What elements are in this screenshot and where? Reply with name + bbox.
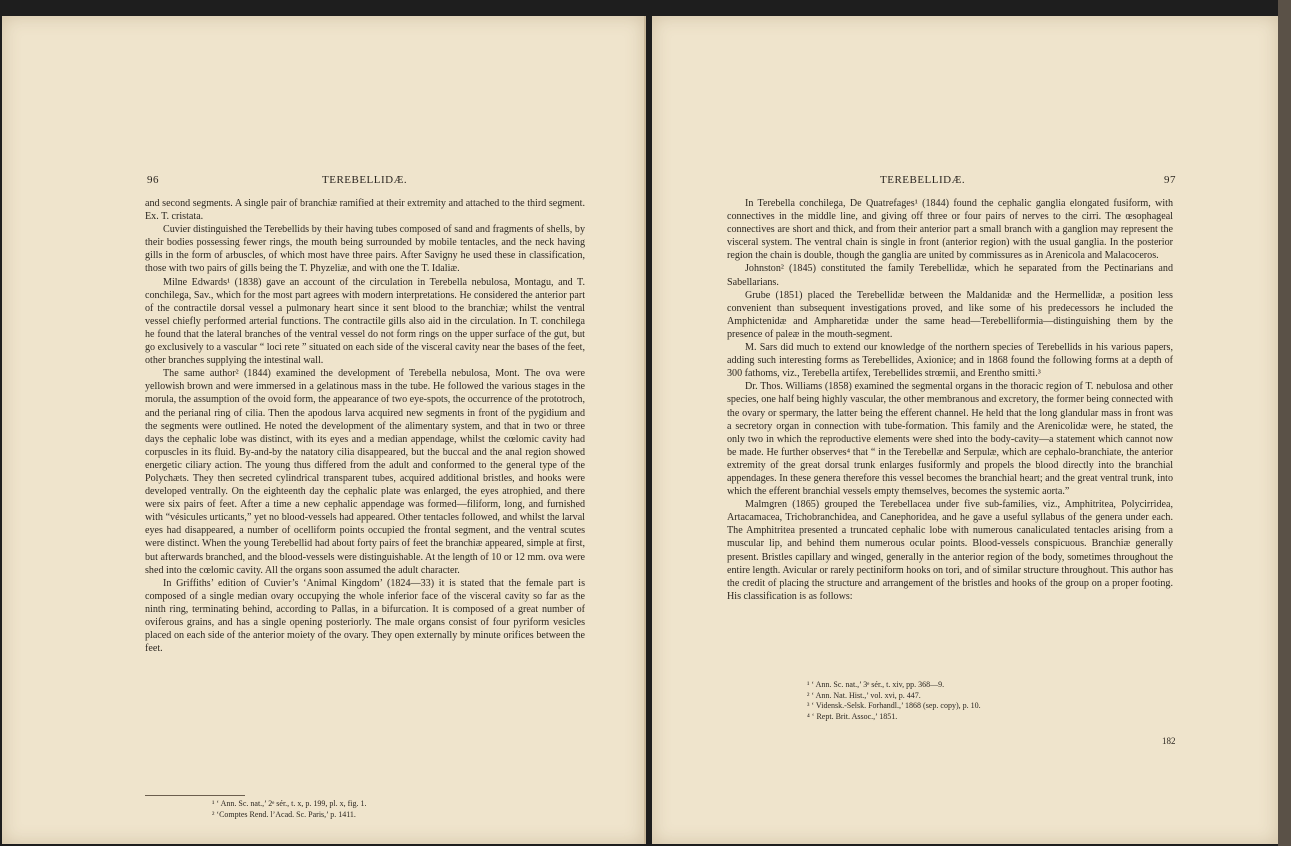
footnote: ³ ‘ Vidensk.-Selsk. Forhandl.,’ 1868 (sep. copy), p. 10. — [807, 701, 981, 710]
paragraph: Dr. Thos. Williams (1858) examined the segmental organs in the thoracic region of T. nebulosa and other species, one half being highly vascular, the other membranous and excretory, the former being connected with the ovary or spermary, the latter being the efferent channel. He held that the long glandular mass in front was a secretory organ in connection with tube-formation. This family and the Arenicolidæ were, he stated, the only two in which the reproductive elements were shed into the body-cavity—a statement which cannot now be made. He further observes⁴ that “ in the Terebellæ and Serpulæ, which are cephalo-branchiate, the anterior extremity of the great dorsal trunk enlarges fusiformly and propels the blood directly into the branchial appendages. In these genera therefore this vessel becomes the branchial heart; and the great ventral trunk, into which the efferent branchial vessels empty themselves, becomes the systemic aorta.” — [727, 381, 1173, 498]
footnote: ¹ ‘ Ann. Sc. nat.,’ 2ᵉ sér., t. x, p. 199, pl. x, fig. 1. — [212, 799, 367, 808]
signature-mark: 182 — [1162, 736, 1176, 746]
paragraph: In Terebella conchilega, De Quatrefages¹ (1844) found the cephalic ganglia elongated fusiform, with connectives in the middle line, and giving off three or four pairs of nerves to the cirri. The œsophageal connectives are short and thick, and from their anterior part a small branch with a ganglion may represent the visceral system. The ventral chain is single in front (anterior region) with the usual ganglia. In the posterior region the chain is double, though the ganglia are united by commissures as in Arenicola and Malacoceros. — [727, 198, 1173, 262]
left-page — [2, 16, 646, 844]
footnote: ² ‘Comptes Rend. l’Acad. Sc. Paris,’ p. 1411. — [212, 809, 356, 819]
right-running-head: TEREBELLIDÆ. — [880, 174, 966, 186]
paragraph: The same author² (1844) examined the development of Terebella nebulosa, Mont. The ova were yellowish brown and were immersed in a gelatinous mass in the tube. He followed the various stages in the morula, the assumption of the ovoid form, the appearance of two eye-spots, the occurrence of the prototroch, and the perianal ring of cilia. Then the apodous larva acquired new segments in front of the pygidium and the segments were outlined. He noted the development of the alimentary system, and that in two or three days the cephalic lobe was distinct, with its eyes and a median appendage, whilst the cœlomic cavity had corpuscles in its fluid. By-and-by the natatory cilia disappeared, but the buccal and the anal region showed energetic ciliary action. The young thus differed from the adult and conformed to the general type of the Polychæts. They then secreted cylindrical transparent tubes, acquired additional bristles, and hooks were developed ventrally. On the eighteenth day the cephalic plate was enlarged, the eyes atrophied, and there were six pairs of feet. After a time a new cephalic appendage was formed—filiform, long, and furnished with “vésicules urticants,” yet no blood-vessels had appeared. Other tentacles followed, and whilst the larval eyes had disappeared, a number of ocelliform points occupied the frontal segment, and the ventral scutes were distinct. When the young Terebellid had about forty pairs of feet the branchiæ appeared, simple at first, but afterwards branched, and the blood-vessels were distinguishable. At the length of 10 or 12 mm. ova were shed into the cœlomic cavity. All the organs soon assumed the adult character. — [145, 368, 585, 576]
footnote: ¹ ‘ Ann. Sc. nat.,’ 3ᵉ sér., t. xiv, pp. 368—9. — [807, 680, 945, 689]
left-page-number: 96 — [147, 174, 159, 186]
right-page — [652, 16, 1278, 844]
paragraph: Malmgren (1865) grouped the Terebellacea under five sub-families, viz., Amphitritea, Polycirridea, Artacamacea, Trichobranchidea, and Canephoridea, and he gave a useful syllabus of the genera under each. The Amphitritea presented a truncated cephalic lobe with numerous canaliculated tentacles arising from a muscular lip, and behind them numerous ocular points. Blood-vessels conspicuous. Branchiæ generally present. Bristles capillary and winged, generally in the anterior region of the body, sometimes throughout the entire length. Avicular or rarely pectiniform hooks on tori, and of similar structure throughout. This author has the credit of placing the structure and arrangement of the bristles and hooks of the group on a proper footing. His classification is as follows: — [727, 499, 1173, 602]
left-body-text — [145, 197, 585, 655]
paragraph: In Griffiths’ edition of Cuvier’s ‘Animal Kingdom’ (1824—33) it is stated that the female part is composed of a single median ovary occupying the whole inferior face of the visceral cavity so far as the ninth ring, terminating behind, according to Pallas, in a bifurcation. It is composed of a great number of oviferous grains, and has a single opening posteriorly. The male organs consist of four pyriform vesicles placed on each side of the anterior moiety of the ovary. They open externally by minute orifices between the feet. — [145, 577, 585, 655]
left-running-head: TEREBELLIDÆ. — [322, 174, 408, 186]
right-body-text — [727, 197, 1173, 603]
right-page-number: 97 — [1164, 174, 1176, 186]
paragraph: Johnston² (1845) constituted the family Terebellidæ, which he separated from the Pectinarians and Sabellarians. — [727, 263, 1173, 288]
paragraph: Milne Edwards¹ (1838) gave an account of the circulation in Terebella nebulosa, Montagu, and T. conchilega, Sav., which for the most part agrees with modern interpretations. He considered the anterior part of the contractile dorsal vessel a pulmonary heart since it sent blood to the branchiæ; whilst the ventral vessel chiefly performed arterial functions. The contractile gills also aid in the circulation. In T. conchilega he found that the lateral branches of the ventral vessel do not form rings on the upper surface of the gut, but go exclusively to a vascular “ loci rete ” situated on each side of the visceral cavity near the bases of the feet, other branches supplying the intestinal wall. — [145, 276, 585, 367]
paragraph: Grube (1851) placed the Terebellidæ between the Maldanidæ and the Hermellidæ, a position less convenient than subsequent investigations proved, and like some of his predecessors he included the Amphictenidæ and Ampharetidæ under the same head—Terebelliformia—distinguishing them by the presence of paleæ in the mouth-segment. — [727, 289, 1173, 340]
right-footnotes — [807, 680, 981, 722]
left-footnotes — [212, 799, 367, 820]
book-cover-edge — [1278, 0, 1291, 846]
paragraph: M. Sars did much to extend our knowledge of the northern species of Terebellids in his various papers, adding such interesting forms as Terebellides, Axionice; and in 1868 found the following forms at a depth of 300 fathoms, viz., Terebella artifex, Terebellides strœmii, and Erentho smitti.³ — [727, 342, 1173, 380]
paragraph: and second segments. A single pair of branchiæ ramified at their extremity and attached to the third segment. Ex. T. cristata. — [145, 198, 585, 223]
footnote: ² ‘ Ann. Nat. Hist.,’ vol. xvi, p. 447. — [807, 690, 921, 700]
paragraph: Cuvier distinguished the Terebellids by their having tubes composed of sand and fragments of shells, by their bodies possessing fewer rings, the mouth being surrounded by mobile tentacles, and the neck having gills in the form of arbuscles, of which most have three pairs. After Savigny he used these in classification, those with two pairs of gills being the T. Phyzeliæ, and with one the T. Idaliæ. — [145, 224, 585, 275]
footnote-rule — [145, 795, 245, 796]
footnote: ⁴ ‘ Rept. Brit. Assoc.,’ 1851. — [807, 711, 898, 721]
